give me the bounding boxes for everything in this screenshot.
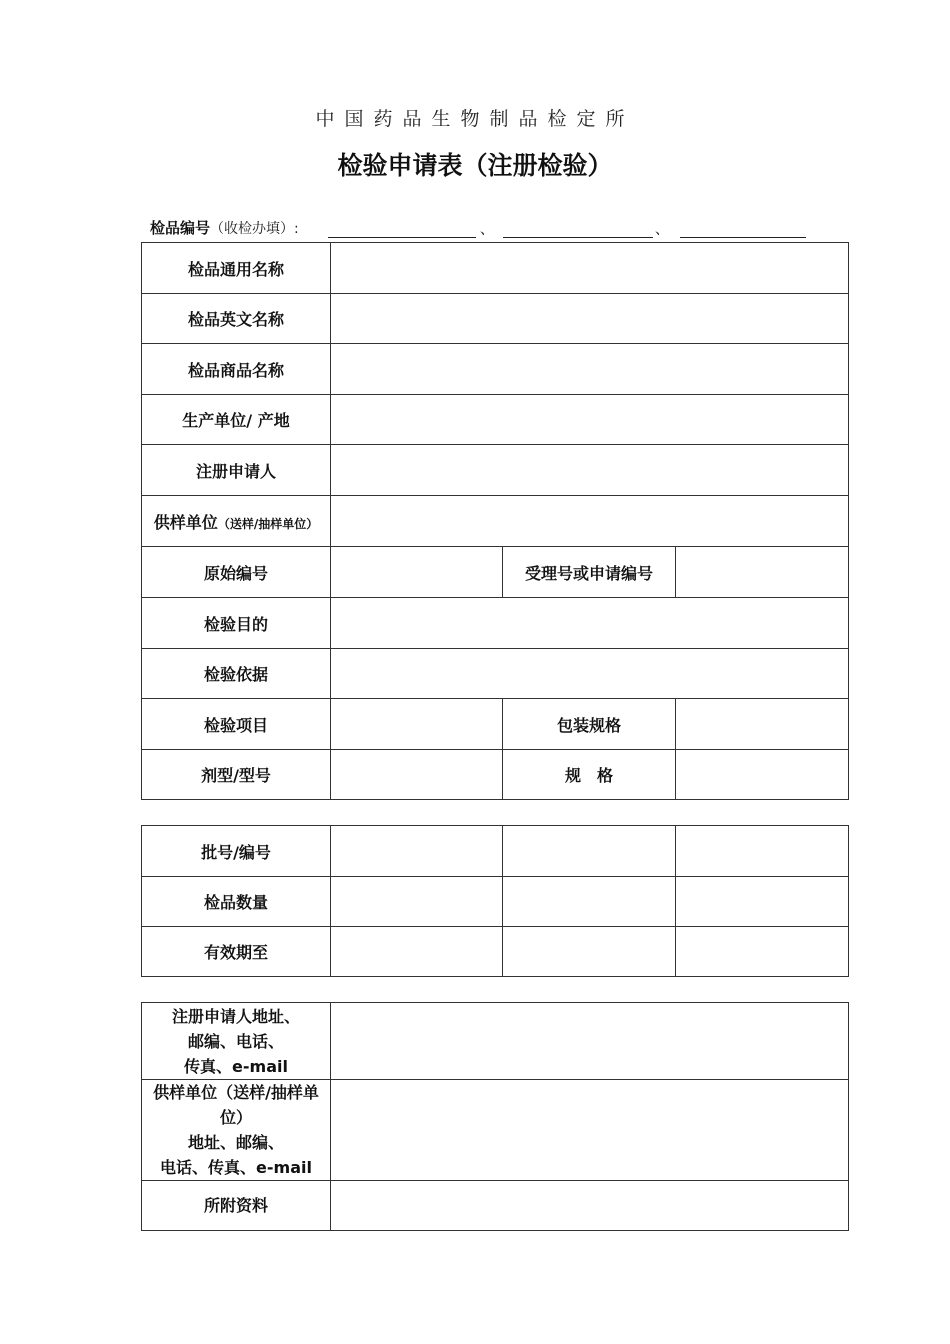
supplier-label-text: 供样单位 bbox=[153, 512, 218, 532]
field-quantity-3[interactable] bbox=[676, 877, 849, 927]
form-title: 检验申请表（注册检验） bbox=[337, 151, 613, 180]
product-info-table bbox=[141, 242, 849, 800]
sample-number-note: （收检办填）: bbox=[210, 221, 299, 237]
field-trade-name[interactable] bbox=[331, 344, 849, 395]
field-english-name[interactable] bbox=[331, 294, 849, 344]
label-dosage-form: 剂型/型号 bbox=[142, 750, 331, 800]
label-purpose: 检验目的 bbox=[142, 598, 331, 649]
applicant-contact-line-1: 注册申请人地址、 bbox=[171, 1006, 300, 1026]
sample-number-separator-1: 、 bbox=[480, 222, 494, 238]
batch-table bbox=[141, 825, 849, 977]
field-purpose[interactable] bbox=[331, 598, 849, 649]
field-basis[interactable] bbox=[331, 649, 849, 699]
sample-number-separator-2: 、 bbox=[655, 222, 669, 238]
label-items: 检验项目 bbox=[142, 699, 331, 750]
label-package-spec: 包装规格 bbox=[503, 699, 676, 750]
label-original-no: 原始编号 bbox=[142, 547, 331, 598]
field-specification[interactable] bbox=[676, 750, 849, 800]
label-expiry: 有效期至 bbox=[142, 927, 331, 977]
field-dosage-form[interactable] bbox=[331, 750, 503, 800]
label-trade-name: 检品商品名称 bbox=[142, 344, 331, 395]
sample-number-label: 检品编号 bbox=[150, 219, 211, 237]
field-expiry-1[interactable] bbox=[331, 927, 503, 977]
label-attachments: 所附资料 bbox=[142, 1181, 331, 1231]
applicant-contact-line-2: 邮编、电话、 bbox=[187, 1031, 284, 1051]
field-quantity-2[interactable] bbox=[503, 877, 676, 927]
field-items[interactable] bbox=[331, 699, 503, 750]
supplier-contact-line-3: 电话、传真、e-mail bbox=[160, 1158, 312, 1177]
organization-name: 中国药品生物制品检定所 bbox=[315, 108, 635, 130]
field-applicant[interactable] bbox=[331, 445, 849, 496]
field-attachments[interactable] bbox=[331, 1181, 849, 1231]
field-generic-name[interactable] bbox=[331, 243, 849, 294]
field-expiry-3[interactable] bbox=[676, 927, 849, 977]
field-expiry-2[interactable] bbox=[503, 927, 676, 977]
sample-number-row bbox=[150, 217, 830, 241]
label-basis: 检验依据 bbox=[142, 649, 331, 699]
field-supplier-contact[interactable] bbox=[331, 1080, 849, 1181]
field-batch-no-1[interactable] bbox=[331, 826, 503, 877]
supplier-contact-line-2: 地址、邮编、 bbox=[187, 1133, 284, 1152]
field-package-spec[interactable] bbox=[676, 699, 849, 750]
label-quantity: 检品数量 bbox=[142, 877, 331, 927]
label-english-name: 检品英文名称 bbox=[142, 294, 331, 344]
field-acceptance-no[interactable] bbox=[676, 547, 849, 598]
label-applicant: 注册申请人 bbox=[142, 445, 331, 496]
applicant-contact-line-3: 传真、e-mail bbox=[184, 1056, 288, 1076]
contact-table bbox=[141, 1002, 849, 1231]
label-supplier-contact bbox=[142, 1080, 331, 1181]
field-supplier[interactable] bbox=[331, 496, 849, 547]
label-batch-no: 批号/编号 bbox=[142, 826, 331, 877]
label-applicant-contact bbox=[142, 1003, 331, 1080]
label-specification: 规 格 bbox=[503, 750, 676, 800]
sample-number-blank-2[interactable] bbox=[503, 237, 653, 238]
field-quantity-1[interactable] bbox=[331, 877, 503, 927]
field-applicant-contact[interactable] bbox=[331, 1003, 849, 1080]
label-generic-name: 检品通用名称 bbox=[142, 243, 331, 294]
supplier-contact-line-1: 供样单位（送样/抽样单位） bbox=[153, 1083, 319, 1127]
field-batch-no-2[interactable] bbox=[503, 826, 676, 877]
field-original-no[interactable] bbox=[331, 547, 503, 598]
label-supplier bbox=[142, 496, 331, 547]
supplier-label-note: （送样/抽样单位） bbox=[217, 516, 319, 531]
sample-number-blank-1[interactable] bbox=[328, 237, 476, 238]
sample-number-blank-3[interactable] bbox=[680, 237, 806, 238]
field-manufacturer[interactable] bbox=[331, 395, 849, 445]
label-manufacturer: 生产单位/ 产地 bbox=[142, 395, 331, 445]
field-batch-no-3[interactable] bbox=[676, 826, 849, 877]
label-acceptance-no: 受理号或申请编号 bbox=[503, 547, 676, 598]
